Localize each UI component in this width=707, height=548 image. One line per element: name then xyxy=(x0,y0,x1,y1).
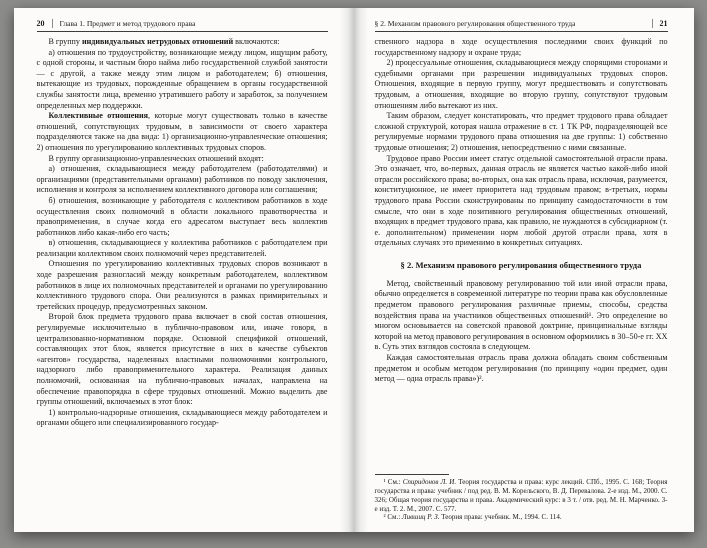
page-body-right xyxy=(375,37,668,385)
page-right xyxy=(354,8,694,532)
page-number-left: 20 xyxy=(37,19,53,28)
footnote-block xyxy=(375,470,668,522)
footnote: ¹ См.: Спиридонов Л. И. Теория государства и права: курс лекций. СПб., 1995. С. 168; Теория государства и права: учебник / под ред. В. М. Корельского, В. Д. Перевалова. 2-е изд. М., 2000. С. 326; Общая теория государства и права. Академический курс: в 3 т. / отв. ред. М. Н. Марченко. 3-е изд. Т. 2. М., 2007. С. 577. xyxy=(374,478,668,513)
paragraph: Трудовое право России имеет статус отдельной самостоятельной отрасли права. Это означает, что, во-первых, данная отрасль не является частью какой-либо иной отрасли российского права; во-вторых, она как отрасль права, исключая, разумеется, конституционное, не имеет приоритета над трудовым правом; в-третьих, нормы трудового права России сконструированы по принципу самодостаточности в том смысле, что они в ходе позитивного регулирования общественных отношений, входящих в предмет трудового права, как правило, не нуждаются в субсидиарном (т. е. дополнительном) применении норм любой другой отрасли права, хотя в отдельных случаях это применимо в конкретных ситуациях. xyxy=(374,153,668,248)
paragraph: а) отношения по трудоустройству, возникающие между лицом, ищущим работу, с одной стороны, и частным бюро найма либо государственной службой занятости — с другой, а также между этим лицом и работодателем; б) отношения, вытекающие из трудовых, порожденные обращением в органы государственной службы занятости лица, временно утратившего работу и заработок, за получением определенных мер поддержки. xyxy=(36,47,328,110)
paragraph: ственного надзора в ходе осуществления последними своих функций по государственному надзору и охране труда; xyxy=(374,37,668,57)
paragraph: Коллективные отношения, которые могут существовать только в качестве отношений, сопутствующих трудовым, в зависимости от своего характера подразделяются также на два вида: 1) организационно-управленческие отношения; 2) отношения по урегулированию коллективных трудовых споров. xyxy=(36,111,328,152)
page-number-right: 21 xyxy=(652,19,668,28)
paragraph: 1) контрольно-надзорные отношения, складывающиеся между работодателем и органами общего или специализированного государ- xyxy=(36,407,328,428)
page-header-right xyxy=(375,19,668,32)
paragraph: б) отношения, возникающие у работодателя с коллективом работников в ходе осуществления своих полномочий в области локального правотворчества и правоприменения, в случае когда его адресатом выступает весь коллектив работников либо какая-либо его часть; xyxy=(36,195,328,237)
paragraph: В группу организационно-управленческих отношений входят: xyxy=(48,153,264,163)
running-header-left: Глава 1. Предмет и метод трудового права xyxy=(59,19,196,28)
footnote-rule xyxy=(375,474,449,475)
paragraph: в) отношения, складывающиеся у коллектива работников с работодателем при реализации коллективом своих полномочий через представителей. xyxy=(36,238,328,258)
page-body-left xyxy=(37,37,328,429)
paragraph: Отношения по урегулированию коллективных трудовых споров возникают в ходе разрешения разногласий между конкретным работодателем, коллективом работников в лице их полномочных представителей и органами по урегулированию коллективного трудового спора. Они реализуются в рамках примирительных и третейских процедур, предусмотренных законом. xyxy=(36,259,328,311)
paragraph: В группу индивидуальных нетрудовых отношений включаются: xyxy=(48,37,280,46)
paragraph: Таким образом, следует констатировать, что предмет трудового права обладает сложной структурой, которая нашла отражение в ст. 1 ТК РФ, подразделяющей все регулируемые нормами трудового права отношения на две группы: 1) собственно трудовые отношения; 2) отношения, непосредственно с ними связанные. xyxy=(374,111,668,152)
paragraph: а) отношения, складывающиеся между работодателем (работодателями) и организациями (представительными органами) работников по поводу заключения, исполнения и контроля за исполнением коллективного договора или соглашения; xyxy=(36,164,328,195)
paragraph: 2) процессуальные отношения, складывающиеся между спорящими сторонами и судебными органами при разрешении индивидуальных трудовых споров. Отношения, входящие в первую группу, могут предшествовать и сопутствовать трудовым, а отношения, входящие во вторую группу, сопутствуют трудовым отношениям либо вытекают из них. xyxy=(374,58,668,110)
paragraph: Второй блок предмета трудового права включает в свой состав отношения, регулируемые исключительно в публично-правовом или, иначе говоря, в централизованно-нормативном порядке. Основной спецификой отношений, составляющих этот блок, является присутствие в них в качестве субъектов «агентов» государства, наделенных властными полномочиями контрольного, надзорного либо правоприменительного характера. Реализация данных полномочий, основанная на публично-правовых началах, направлена на обеспечение правопорядка в сфере трудовых отношений. Можно выделить две группы отношений, включаемых в этот блок: xyxy=(36,312,328,407)
footnotes xyxy=(375,478,668,522)
paragraph: Метод, свойственный правовому регулированию той или иной отрасли права, обычно определяется в современной литературе по теории права как обусловленные предметом правового регулирования различные приемы, способы, средства воздействия права на участников общественных отношений¹. Это определение во многом основывается на советской правовой доктрине, принципиальные взгляды которой на метод правового регулирования в основном оформились в 30–50-е гг. XX в. Суть этих взглядов состояла в следующем. xyxy=(374,278,668,352)
paragraph: Каждая самостоятельная отрасль права должна обладать своим собственным предметом и особым методом регулирования (по принципу «один предмет, один метод — одна отрасль права»)². xyxy=(374,353,668,384)
book-spread xyxy=(14,8,694,532)
footnote: ² См.: Лившиц Р. З. Теория права: учебник. М., 1994. С. 114. xyxy=(383,513,562,522)
section-heading: § 2. Механизм правового регулирования общественного труда xyxy=(400,259,642,270)
running-header-right: § 2. Механизм правового регулирования общественного труда xyxy=(374,19,576,28)
page-header-left xyxy=(37,19,328,32)
page-left xyxy=(14,8,354,532)
